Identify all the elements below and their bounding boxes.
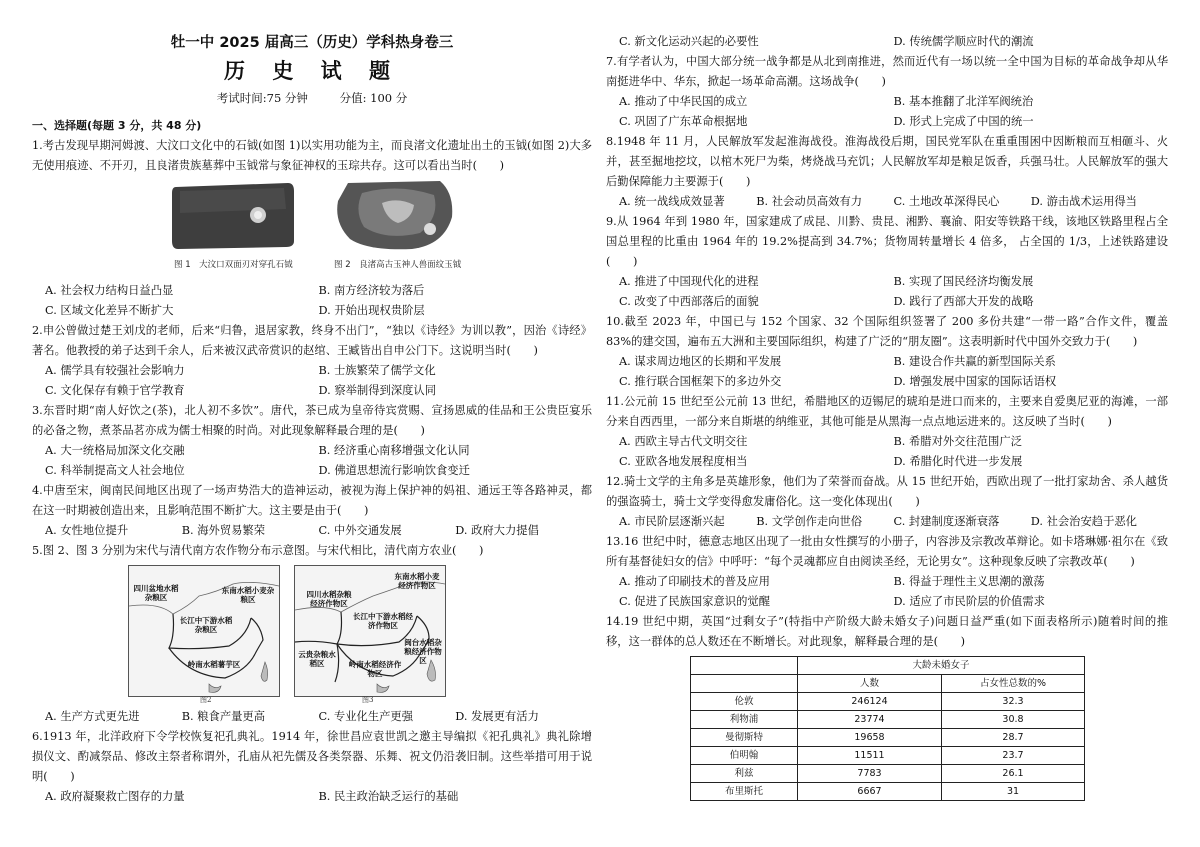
- map-2-caption: 图2: [200, 696, 212, 704]
- question-4: 4.中唐至宋，闽南民间地区出现了一场声势浩大的造神运动，被视为海上保护神的妈祖、通远王等各路神灵，都在这一时期被创造出来，且影响范围不断扩大。这主要是由于( ): [32, 484, 592, 517]
- map-label: 东南水稻小麦经济作物区: [394, 572, 440, 590]
- map-label: 四川水稻杂粮经济作物区: [306, 590, 352, 608]
- count-cell: 11511: [798, 747, 942, 765]
- option-d[interactable]: D. 政府大力提倡: [455, 524, 539, 537]
- option-b[interactable]: B. 文学创作走向世俗: [756, 515, 863, 528]
- city-cell: 伦敦: [691, 693, 798, 711]
- option-d[interactable]: D. 形式上完成了中国的统一: [893, 115, 1034, 128]
- option-d[interactable]: D. 游击战术运用得当: [1030, 195, 1137, 208]
- count-cell: 6667: [798, 783, 942, 801]
- option-a[interactable]: A. 推动了中华民国的成立: [619, 95, 748, 108]
- right-column: [606, 32, 1168, 801]
- jade-axe-figure: [328, 179, 464, 258]
- option-c[interactable]: C. 土地改革深得民心: [893, 195, 1000, 208]
- question-11-options: [606, 432, 1168, 472]
- question-5-maps: [32, 565, 592, 705]
- column-header-count: 人数: [798, 675, 942, 693]
- option-b[interactable]: B. 粮食产量更高: [181, 710, 266, 723]
- option-b[interactable]: B. 南方经济较为落后: [318, 284, 425, 297]
- question-13-options: [606, 572, 1168, 612]
- table-row: [691, 693, 1085, 711]
- map-label: 云贵杂粮水稻区: [298, 650, 336, 668]
- option-b[interactable]: B. 希腊对外交往范围广泛: [893, 435, 1022, 448]
- school-title: 牡一中 2025 届高三（历史）学科热身卷三: [170, 35, 454, 51]
- percent-cell: 31: [942, 783, 1085, 801]
- count-cell: 19658: [798, 729, 942, 747]
- city-cell: 布里斯托: [691, 783, 798, 801]
- option-c[interactable]: C. 亚欧各地发展程度相当: [619, 455, 748, 468]
- city-cell: 曼彻斯特: [691, 729, 798, 747]
- option-c[interactable]: C. 专业化生产更强: [318, 710, 414, 723]
- question-5: 5.图 2、图 3 分别为宋代与清代南方农作物分布示意图。与宋代相比，清代南方农业( ): [32, 544, 484, 557]
- question-6: 6.1913 年，北洋政府下令学校恢复祀孔典礼。1914 年，徐世昌应袁世凯之邀主导编拟《祀孔典礼》典礼除增损仪文、酌减祭品、修改主祭者称谓外，孔庙从祀先儒及各类祭器、乐舞、祝文仍沿袭旧制。这些举措可用于说明( ): [32, 730, 592, 783]
- option-b[interactable]: B. 建设合作共赢的新型国际关系: [893, 355, 1056, 368]
- map-3-caption: 图3: [362, 696, 374, 704]
- exam-info: [32, 88, 592, 108]
- option-c[interactable]: C. 封建制度逐渐衰落: [893, 515, 1000, 528]
- jade-axe-image: [328, 179, 464, 251]
- option-d[interactable]: D. 察举制得到深度认同: [318, 384, 437, 397]
- option-d[interactable]: D. 佛道思想流行影响饮食变迁: [318, 464, 470, 477]
- option-a[interactable]: A. 西欧主导古代文明交往: [619, 435, 748, 448]
- option-d[interactable]: D. 传统儒学顺应时代的潮流: [893, 35, 1034, 48]
- question-5-options: [32, 707, 592, 727]
- option-a[interactable]: A. 推动了印刷技术的普及应用: [619, 575, 770, 588]
- table-row: [691, 747, 1085, 765]
- map-label: 长江中下游水稻经济作物区: [353, 612, 413, 630]
- percent-cell: 23.7: [942, 747, 1085, 765]
- option-a[interactable]: A. 儒学具有较强社会影响力: [45, 364, 185, 377]
- question-2: 2.申公曾做过楚王刘戊的老师，后来“归鲁，退居家教，终身不出门”，“独以《诗经》为训以教”，因治《诗经》著名。他教授的弟子达到千余人，后来被汉武帝赏识的赵绾、王臧皆出自申公门下。这说明当时( ): [32, 324, 592, 357]
- map-label: 闽台水稻杂粮经济作物区: [404, 638, 442, 665]
- option-b[interactable]: B. 士族繁荣了儒学文化: [318, 364, 436, 377]
- option-b[interactable]: B. 社会动员高效有力: [756, 195, 863, 208]
- option-d[interactable]: D. 希腊化时代进一步发展: [893, 455, 1023, 468]
- question-6-options-ab: [32, 787, 592, 807]
- question-1-figures: [32, 179, 592, 277]
- option-d[interactable]: D. 践行了西部大开发的战略: [893, 295, 1034, 308]
- question-3: 3.东晋时期“南人好饮之(茶)，北人初不多饮”。唐代，茶已成为皇帝待宾赏赐、宣扬恩威的佳品和王公贵臣宴乐的必备之物，煮茶品茗亦成为儒士相聚的时尚。对此现象解释最合理的是( ): [32, 404, 592, 437]
- option-c[interactable]: C. 改变了中西部落后的面貌: [619, 295, 759, 308]
- option-b[interactable]: B. 民主政治缺乏运行的基础: [318, 790, 459, 803]
- question-8: 8.1948 年 11 月，人民解放军发起淮海战役。淮海战役后期，国民党军队在重重围困中因断粮而互相砸斗、火并，甚至掘地挖坟，以棺木死尸为柴，烤烧战马充饥；人民解放军却是粮足饭香，兵强马壮。人民解放军的强大后勤保障能力主要源于( ): [606, 135, 1168, 188]
- option-c[interactable]: C. 科举制提高文人社会地位: [45, 464, 185, 477]
- qing-crop-map: [294, 565, 446, 697]
- spinster-table: [690, 656, 1085, 801]
- option-a[interactable]: A. 大一统格局加深文化交融: [45, 444, 185, 457]
- option-a[interactable]: A. 社会权力结构日益凸显: [45, 284, 174, 297]
- option-a[interactable]: A. 政府凝聚救亡图存的力量: [45, 790, 185, 803]
- question-14: 14.19 世纪中期，英国“过剩女子”(特指中产阶级大龄未婚女子)问题日益严重(如下面表格所示)随着时间的推移，这一群体的总人数还在不断增长。对此现象，解释最合理的是( ): [606, 615, 1168, 648]
- question-2-options: [32, 361, 592, 401]
- option-d[interactable]: D. 社会治安趋于恶化: [1030, 515, 1137, 528]
- question-10-options: [606, 352, 1168, 392]
- question-7-options: [606, 92, 1168, 132]
- option-a[interactable]: A. 市民阶层逐渐兴起: [619, 515, 725, 528]
- exam-score: 分值: 100 分: [339, 91, 408, 105]
- question-9: 9.从 1964 年到 1980 年，国家建成了成昆、川黔、贵昆、湘黔、襄渝、阳安等铁路干线，该地区铁路里程占全国总里程的比重由 1964 年的 19.2%提高到 34.7%；货物周转量增长 4 倍多， 占全国的 1/3，上述铁路建设( ): [606, 215, 1168, 268]
- option-b[interactable]: B. 基本推翻了北洋军阀统治: [893, 95, 1034, 108]
- option-b[interactable]: B. 得益于理性主义思潮的激荡: [893, 575, 1045, 588]
- question-13: 13.16 世纪中时，德意志地区出现了一批由女性撰写的小册子，内容涉及宗教改革辩论。如卡塔琳娜·祖尔在《致所有基督徒妇女的信》中呼吁：“每个灵魂都应自由阅读圣经，无论男女”。这种现象反映了宗教改革( ): [606, 535, 1168, 568]
- table-header-row: [691, 675, 1085, 693]
- map-label: 东南水稻小麦杂粮区: [221, 586, 275, 604]
- option-d[interactable]: D. 开始出现权贵阶层: [318, 304, 425, 317]
- city-cell: 利物浦: [691, 711, 798, 729]
- map-label: 岭南水稻薯芋区: [187, 660, 241, 669]
- figure-2-caption: 图 2 良渚高古玉神人兽面纹玉钺: [334, 260, 462, 270]
- table-corner-cell: [691, 657, 798, 675]
- option-a[interactable]: A. 生产方式更先进: [45, 710, 140, 723]
- table-corner-cell: [691, 675, 798, 693]
- option-b[interactable]: B. 海外贸易繁荣: [181, 524, 266, 537]
- option-a[interactable]: A. 女性地位提升: [45, 524, 129, 537]
- question-1: 1.考古发现早期河姆渡、大汶口文化中的石钺(如图 1)以实用功能为主，而良渚文化遗址出土的玉钺(如图 2)大多无使用痕迹、不开刃，且良渚贵族墓葬中玉钺常与象征神权的玉琮共存。这可以看出当时( ): [32, 139, 592, 172]
- option-c[interactable]: C. 促进了民族国家意识的觉醒: [619, 595, 770, 608]
- question-6-options-cd: [606, 32, 1168, 52]
- figure-1-caption: 图 1 大汶口双面刃对穿孔石钺: [174, 260, 293, 270]
- count-cell: 246124: [798, 693, 942, 711]
- option-a[interactable]: A. 统一战线成效显著: [619, 195, 725, 208]
- option-b[interactable]: B. 实现了国民经济均衡发展: [893, 275, 1034, 288]
- option-c[interactable]: C. 新文化运动兴起的必要性: [619, 35, 759, 48]
- stone-axe-image: [170, 179, 298, 251]
- map-label: 四川盆地水稻杂粮区: [133, 584, 179, 602]
- percent-cell: 32.3: [942, 693, 1085, 711]
- question-12: 12.骑士文学的主角多是英雄形象，他们为了荣誉而奋战。从 15 世纪开始，西欧出现了一批打家劫舍、杀人越货的强盗骑士，骑士文学变得愈发庸俗化。这一变化体现出( ): [606, 475, 1168, 508]
- option-a[interactable]: A. 谋求周边地区的长期和平发展: [619, 355, 782, 368]
- section-heading: 一、选择题(每题 3 分，共 48 分): [32, 119, 202, 132]
- question-8-options: [606, 192, 1168, 212]
- table-title: 大龄未婚女子: [798, 657, 1085, 675]
- question-4-options: [32, 521, 592, 541]
- exam-time: 考试时间:75 分钟: [216, 91, 308, 105]
- option-c[interactable]: C. 中外交通发展: [318, 524, 402, 537]
- percent-cell: 26.1: [942, 765, 1085, 783]
- question-10: 10.截至 2023 年，中国已与 152 个国家、32 个国际组织签署了 200 多份共建“一带一路”合作文件，覆盖 83%的建交国，遍布五大洲和主要国际组织，构建了广泛的“朋友圈”。这表明新时代中国外交致力于( ): [606, 315, 1168, 348]
- option-c[interactable]: C. 文化保存有赖于官学教育: [45, 384, 185, 397]
- table-row: [691, 765, 1085, 783]
- question-3-options: [32, 441, 592, 481]
- table-header-row: [691, 657, 1085, 675]
- city-cell: 利兹: [691, 765, 798, 783]
- table-row: [691, 711, 1085, 729]
- stone-axe-figure: [170, 179, 298, 258]
- table-row: [691, 729, 1085, 747]
- question-9-options: [606, 272, 1168, 312]
- column-header-percent: 占女性总数的%: [942, 675, 1085, 693]
- question-7: 7.有学者认为，中国大部分统一战争都是从北到南推进，然而近代有一场以统一全中国为目标的革命战争却从华南挺进华中、华东，掀起一场革命高潮。这场战争( ): [606, 55, 1168, 88]
- percent-cell: 30.8: [942, 711, 1085, 729]
- option-a[interactable]: A. 推进了中国现代化的进程: [619, 275, 759, 288]
- paper-title: 历 史 试 题: [224, 59, 400, 83]
- map-label: 长江中下游水稻杂粮区: [179, 616, 233, 634]
- question-12-options: [606, 512, 1168, 532]
- song-crop-map: [128, 565, 280, 697]
- count-cell: 7783: [798, 765, 942, 783]
- question-11: 11.公元前 15 世纪至公元前 13 世纪，希腊地区的迈锡尼的琥珀是进口而来的，主要来自爱奥尼亚的海滩，一部分来自西西里，一部分来自斯堪的纳维亚，其他可能是从黑海一点点地运进来的。这反映了当时( ): [606, 395, 1168, 428]
- option-c[interactable]: C. 区域文化差异不断扩大: [45, 304, 174, 317]
- option-c[interactable]: C. 推行联合国框架下的多边外交: [619, 375, 782, 388]
- option-d[interactable]: D. 适应了市民阶层的价值需求: [893, 595, 1045, 608]
- count-cell: 23774: [798, 711, 942, 729]
- option-d[interactable]: D. 增强发展中国家的国际话语权: [893, 375, 1057, 388]
- map-label: 岭南水稻经济作物区: [348, 660, 402, 678]
- option-c[interactable]: C. 巩固了广东革命根据地: [619, 115, 748, 128]
- percent-cell: 28.7: [942, 729, 1085, 747]
- city-cell: 伯明翰: [691, 747, 798, 765]
- option-d[interactable]: D. 发展更有活力: [455, 710, 539, 723]
- left-column: [32, 30, 592, 807]
- option-b[interactable]: B. 经济重心南移增强文化认同: [318, 444, 470, 457]
- table-row: [691, 783, 1085, 801]
- question-1-options: [32, 281, 592, 321]
